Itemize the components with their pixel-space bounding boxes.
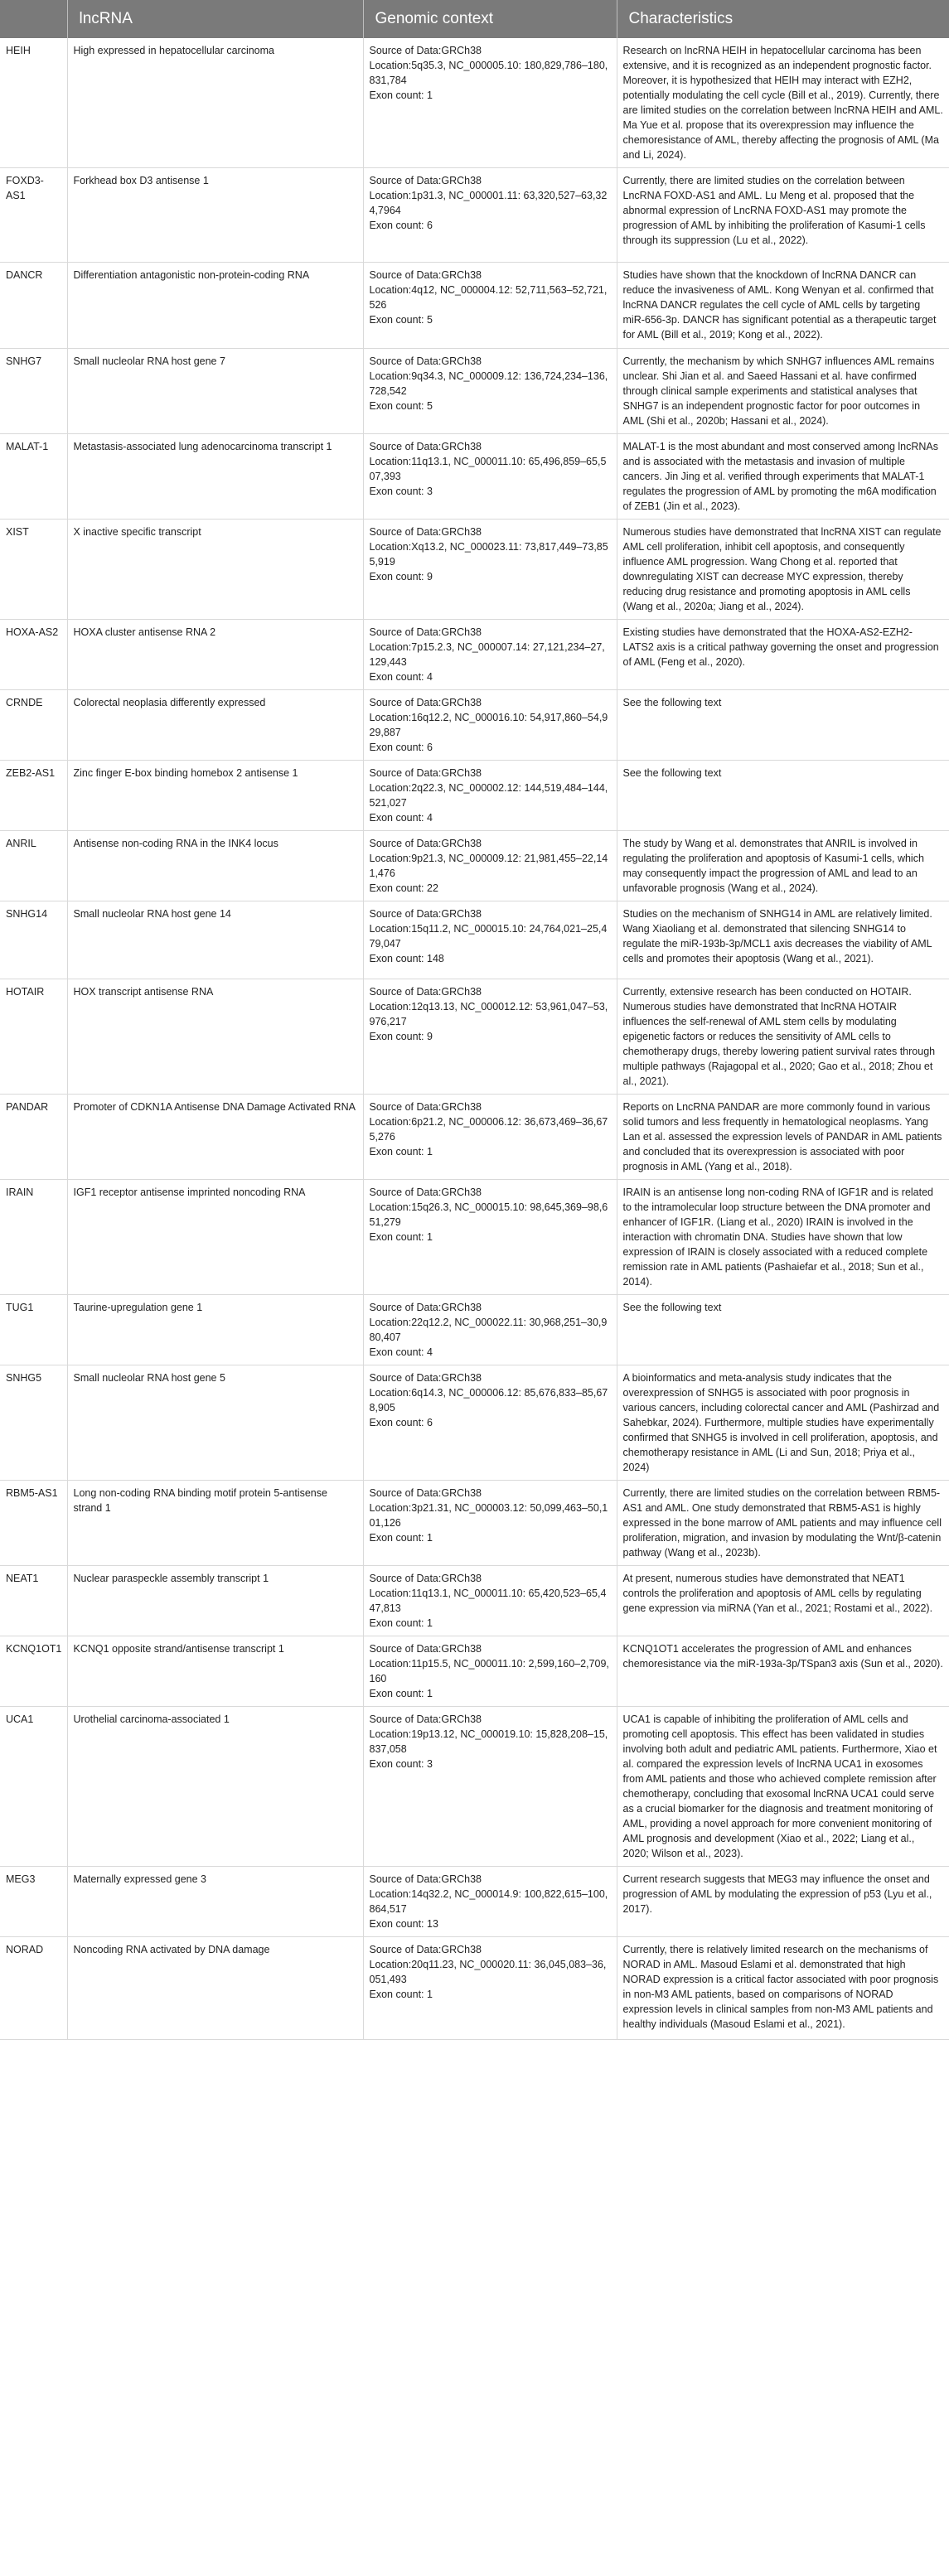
lncrna-symbol: HEIH bbox=[0, 38, 67, 168]
exon-line bbox=[370, 1415, 611, 1430]
characteristics: KCNQ1OT1 accelerates the progression of AML and enhances chemoresistance via the miR-193a-3p/TSpan3 axis (Sun et al., 2020). bbox=[617, 1636, 949, 1707]
lncrna-symbol: HOXA-AS2 bbox=[0, 620, 67, 690]
exon-line bbox=[370, 740, 611, 755]
location-label: Location: bbox=[369, 1658, 412, 1670]
characteristics: See the following text bbox=[617, 761, 949, 831]
lncrna-symbol: MEG3 bbox=[0, 1867, 67, 1937]
exon-label: Exon count: bbox=[369, 671, 427, 683]
genomic-context bbox=[363, 901, 617, 979]
source-line: Source of Data:GRCh38 bbox=[369, 626, 482, 638]
table-row bbox=[0, 263, 949, 349]
header-genomic-context: Genomic context bbox=[363, 0, 617, 38]
location-line bbox=[370, 921, 611, 951]
lncrna-symbol: KCNQ1OT1 bbox=[0, 1636, 67, 1707]
lncrna-symbol: PANDAR bbox=[0, 1095, 67, 1180]
location-value: 4q12, NC_000004.12: 52,711,563–52,721,526 bbox=[369, 284, 608, 311]
lncrna-full-name: HOX transcript antisense RNA bbox=[67, 979, 363, 1095]
genomic-context bbox=[363, 1295, 617, 1365]
location-label: Location: bbox=[369, 712, 412, 723]
characteristics: Studies have shown that the knockdown of lncRNA DANCR can reduce the invasiveness of AML. Kong Wenyan et al. confirmed that lncRNA DANCR regulates the cell cycle of AML cells by targeting miR-656-3p. DANCR has significant potential as a therapeutic target for AML (Bill et al., 2019; Kong et al., 2022). bbox=[617, 263, 949, 349]
exon-line bbox=[370, 1616, 611, 1631]
characteristics: Numerous studies have demonstrated that lncRNA XIST can regulate AML cell proliferation, inhibit cell apoptosis, and consequently influence AML progression. Wang Chong et al. reported that downregulating XIST can decrease MYC expression, thereby reducing drug resistance and promoting apoptosis in AML cells (Wang et al., 2020a; Jiang et al., 2024). bbox=[617, 520, 949, 620]
genomic-context bbox=[363, 761, 617, 831]
characteristics: A bioinformatics and meta-analysis study indicates that the overexpression of SNHG5 is associated with poor prognosis in various cancers, including colorectal cancer and AML (Pashirzad and Sahebkar, 2024). Furthermore, multiple studies have experimentally confirmed that SNHG5 is involved in cell proliferation, apoptosis, and chemotherapy resistance in AML (Li and Sun, 2018; Priya et al., 2024) bbox=[617, 1365, 949, 1481]
lncrna-full-name: Taurine-upregulation gene 1 bbox=[67, 1295, 363, 1365]
lncrna-full-name: Colorectal neoplasia differently expressed bbox=[67, 690, 363, 761]
location-line bbox=[370, 851, 611, 881]
location-label: Location: bbox=[369, 853, 412, 864]
exon-count: 1 bbox=[427, 1231, 433, 1243]
lncrna-full-name: Noncoding RNA activated by DNA damage bbox=[67, 1937, 363, 2040]
characteristics: Reports on LncRNA PANDAR are more commonly found in various solid tumors and less frequently in hematological neoplasms. Yang Lan et al. assessed the expression levels of PANDAR in AML patients and concluded that its overexpression is associated with poor prognosis in AML (Yang et al., 2018). bbox=[617, 1095, 949, 1180]
exon-label: Exon count: bbox=[369, 400, 427, 412]
characteristics: At present, numerous studies have demonstrated that NEAT1 controls the proliferation and apoptosis of AML cells by regulating gene expression via miRNA (Yan et al., 2021; Rostami et al., 2022). bbox=[617, 1566, 949, 1636]
exon-count: 1 bbox=[427, 1989, 433, 2000]
source-line: Source of Data:GRCh38 bbox=[369, 1487, 482, 1499]
exon-line bbox=[370, 1530, 611, 1545]
table-row bbox=[0, 1867, 949, 1937]
exon-count: 1 bbox=[427, 1532, 433, 1544]
exon-line bbox=[370, 1987, 611, 2002]
exon-line bbox=[370, 1029, 611, 1044]
lncrna-full-name: IGF1 receptor antisense imprinted noncoding RNA bbox=[67, 1180, 363, 1295]
characteristics: The study by Wang et al. demonstrates that ANRIL is involved in regulating the proliferation and apoptosis of Kasumi-1 cells, which may consequently impact the progression of AML and lead to an unfavorable prognosis (Wang et al., 2024). bbox=[617, 831, 949, 901]
source-line: Source of Data:GRCh38 bbox=[369, 908, 482, 920]
lncrna-full-name: Long non-coding RNA binding motif protein 5-antisense strand 1 bbox=[67, 1481, 363, 1566]
table-row bbox=[0, 520, 949, 620]
location-label: Location: bbox=[369, 541, 412, 553]
lncrna-symbol: UCA1 bbox=[0, 1707, 67, 1867]
characteristics: UCA1 is capable of inhibiting the proliferation of AML cells and promoting cell apoptosis. This effect has been validated in studies involving both adult and pediatric AML patients. Furthermore, Xiao et al. compared the expression levels of lncRNA UCA1 in exosomes from AML patients and those who achieved complete remission after chemotherapy, concluding that exosomal lncRNA UCA1 could serve as a crucial biomarker for the diagnosis and treatment monitoring of AML, providing a novel approach for more convenient monitoring of AML prognosis and development (Xiao et al., 2022; Liang et al., 2020; Wilson et al., 2023). bbox=[617, 1707, 949, 1867]
lncrna-full-name: Antisense non-coding RNA in the INK4 locus bbox=[67, 831, 363, 901]
location-value: 15q26.3, NC_000015.10: 98,645,369–98,651,279 bbox=[369, 1201, 608, 1228]
header-row bbox=[0, 0, 949, 38]
genomic-context bbox=[363, 38, 617, 168]
lncrna-symbol: ANRIL bbox=[0, 831, 67, 901]
exon-line bbox=[370, 1230, 611, 1245]
location-value: 11p15.5, NC_000011.10: 2,599,160–2,709,160 bbox=[369, 1658, 609, 1684]
exon-count: 1 bbox=[427, 1146, 433, 1158]
location-value: 9p21.3, NC_000009.12: 21,981,455–22,141,476 bbox=[369, 853, 608, 879]
location-line bbox=[370, 999, 611, 1029]
exon-line bbox=[370, 881, 611, 896]
source-line: Source of Data:GRCh38 bbox=[369, 1944, 482, 1955]
table-row bbox=[0, 168, 949, 263]
table-row bbox=[0, 1481, 949, 1566]
location-label: Location: bbox=[369, 1201, 412, 1213]
lncrna-symbol: CRNDE bbox=[0, 690, 67, 761]
location-value: 20q11.23, NC_000020.11: 36,045,083–36,051,493 bbox=[369, 1959, 607, 1985]
exon-label: Exon count: bbox=[369, 1532, 427, 1544]
exon-count: 6 bbox=[427, 1417, 433, 1428]
exon-count: 3 bbox=[427, 1758, 433, 1770]
source-line: Source of Data:GRCh38 bbox=[369, 1372, 482, 1384]
location-label: Location: bbox=[369, 1888, 412, 1900]
location-value: 22q12.2, NC_000022.11: 30,968,251–30,980,407 bbox=[369, 1317, 608, 1343]
genomic-context bbox=[363, 1180, 617, 1295]
location-value: 15q11.2, NC_000015.10: 24,764,021–25,479,047 bbox=[369, 923, 608, 950]
genomic-context bbox=[363, 620, 617, 690]
characteristics: See the following text bbox=[617, 1295, 949, 1365]
lncrna-symbol: NEAT1 bbox=[0, 1566, 67, 1636]
location-value: 6q14.3, NC_000006.12: 85,676,833–85,678,905 bbox=[369, 1387, 608, 1414]
characteristics: Currently, extensive research has been conducted on HOTAIR. Numerous studies have demonstrated that lncRNA HOTAIR influences the self-renewal of AML stem cells by modulating epigenetic factors or reduces the sensitivity of AML cells to chemotherapy drugs, thereby lowering patient survival rates through multiple pathways (Rajagopal et al., 2020; Gao et al., 2018; Zhou et al., 2021). bbox=[617, 979, 949, 1095]
location-line bbox=[370, 58, 611, 88]
location-value: 2q22.3, NC_000002.12: 144,519,484–144,521,027 bbox=[369, 782, 608, 809]
lncrna-full-name: HOXA cluster antisense RNA 2 bbox=[67, 620, 363, 690]
exon-count: 13 bbox=[427, 1918, 438, 1930]
characteristics: IRAIN is an antisense long non-coding RNA of IGF1R and is related to the intramolecular loop structure between the DNA promoter and enhancer of IGF1R. (Liang et al., 2020) IRAIN is involved in the interaction with chromatin DNA. Studies have shown that low expression of IRAIN is closely associated with a reduced complete remission rate in AML patients (Pashaiefar et al., 2018; Sun et al., 2014). bbox=[617, 1180, 949, 1295]
table-row bbox=[0, 434, 949, 520]
exon-line bbox=[370, 1144, 611, 1159]
exon-label: Exon count: bbox=[369, 953, 427, 964]
table-row bbox=[0, 1365, 949, 1481]
exon-count: 6 bbox=[427, 742, 433, 753]
location-label: Location: bbox=[369, 1588, 412, 1599]
location-value: Xq13.2, NC_000023.11: 73,817,449–73,855,919 bbox=[369, 541, 608, 568]
lncrna-symbol: DANCR bbox=[0, 263, 67, 349]
location-value: 12q13.13, NC_000012.12: 53,961,047–53,976,217 bbox=[369, 1001, 608, 1027]
source-line: Source of Data:GRCh38 bbox=[369, 1643, 482, 1655]
genomic-context bbox=[363, 1095, 617, 1180]
location-value: 1p31.3, NC_000001.11: 63,320,527–63,324,7964 bbox=[369, 190, 608, 216]
exon-label: Exon count: bbox=[369, 1346, 427, 1358]
exon-line bbox=[370, 1686, 611, 1701]
location-value: 7p15.2.3, NC_000007.14: 27,121,234–27,129,443 bbox=[369, 641, 605, 668]
lncrna-symbol: NORAD bbox=[0, 1937, 67, 2040]
lncrna-full-name: Small nucleolar RNA host gene 14 bbox=[67, 901, 363, 979]
location-label: Location: bbox=[369, 60, 412, 71]
exon-label: Exon count: bbox=[369, 1031, 427, 1042]
genomic-context bbox=[363, 1566, 617, 1636]
source-line: Source of Data:GRCh38 bbox=[369, 45, 482, 56]
location-line bbox=[370, 1501, 611, 1530]
location-line bbox=[370, 781, 611, 810]
location-line bbox=[370, 539, 611, 569]
exon-count: 4 bbox=[427, 812, 433, 824]
lncrna-full-name: KCNQ1 opposite strand/antisense transcript 1 bbox=[67, 1636, 363, 1707]
exon-line bbox=[370, 951, 611, 966]
source-line: Source of Data:GRCh38 bbox=[369, 175, 482, 186]
lncrna-symbol: SNHG7 bbox=[0, 349, 67, 434]
exon-count: 5 bbox=[427, 314, 433, 326]
location-value: 5q35.3, NC_000005.10: 180,829,786–180,831,784 bbox=[369, 60, 608, 86]
exon-line bbox=[370, 218, 611, 233]
exon-label: Exon count: bbox=[369, 882, 427, 894]
exon-line bbox=[370, 88, 611, 103]
lncrna-symbol: SNHG14 bbox=[0, 901, 67, 979]
exon-label: Exon count: bbox=[369, 1688, 427, 1699]
location-label: Location: bbox=[369, 1728, 412, 1740]
genomic-context bbox=[363, 1636, 617, 1707]
header-characteristics: Characteristics bbox=[617, 0, 949, 38]
exon-line bbox=[370, 669, 611, 684]
exon-count: 1 bbox=[427, 1688, 433, 1699]
genomic-context bbox=[363, 1365, 617, 1481]
location-line bbox=[370, 640, 611, 669]
exon-label: Exon count: bbox=[369, 1146, 427, 1158]
characteristics: Current research suggests that MEG3 may influence the onset and progression of AML by modulating the expression of p53 (Lyu et al., 2017). bbox=[617, 1867, 949, 1937]
lncrna-full-name: Small nucleolar RNA host gene 7 bbox=[67, 349, 363, 434]
exon-label: Exon count: bbox=[369, 1918, 427, 1930]
location-label: Location: bbox=[369, 1387, 412, 1399]
exon-count: 1 bbox=[427, 89, 433, 101]
source-line: Source of Data:GRCh38 bbox=[369, 1573, 482, 1584]
exon-label: Exon count: bbox=[369, 314, 427, 326]
lncrna-full-name: X inactive specific transcript bbox=[67, 520, 363, 620]
characteristics: Research on lncRNA HEIH in hepatocellular carcinoma has been extensive, and it is recognized as an independent prognostic factor. Moreover, it is hypothesized that HEIH may interact with EZH2, potentially modulating the cell cycle (Bill et al., 2019). Currently, there are limited studies on the correlation between lncRNA HEIH and AML. Ma Yue et al. propose that its overexpression may influence the chemoresistance of AML, thereby affecting the prognosis of AML (Ma and Li, 2024). bbox=[617, 38, 949, 168]
lncrna-full-name: Small nucleolar RNA host gene 5 bbox=[67, 1365, 363, 1481]
table-row bbox=[0, 1566, 949, 1636]
lncrna-symbol: IRAIN bbox=[0, 1180, 67, 1295]
location-label: Location: bbox=[369, 1959, 412, 1970]
exon-label: Exon count: bbox=[369, 742, 427, 753]
source-line: Source of Data:GRCh38 bbox=[369, 1101, 482, 1113]
source-line: Source of Data:GRCh38 bbox=[369, 1302, 482, 1313]
exon-count: 6 bbox=[427, 220, 433, 231]
genomic-context bbox=[363, 690, 617, 761]
location-line bbox=[370, 369, 611, 399]
source-line: Source of Data:GRCh38 bbox=[369, 441, 482, 452]
location-label: Location: bbox=[369, 923, 412, 935]
location-label: Location: bbox=[369, 782, 412, 794]
location-label: Location: bbox=[369, 456, 412, 467]
location-line bbox=[370, 710, 611, 740]
source-line: Source of Data:GRCh38 bbox=[369, 697, 482, 708]
source-line: Source of Data:GRCh38 bbox=[369, 1873, 482, 1885]
lncrna-symbol: FOXD3-AS1 bbox=[0, 168, 67, 263]
location-value: 16q12.2, NC_000016.10: 54,917,860–54,929,887 bbox=[369, 712, 608, 738]
lncrna-full-name: Urothelial carcinoma-associated 1 bbox=[67, 1707, 363, 1867]
exon-count: 4 bbox=[427, 1346, 433, 1358]
lncrna-symbol: RBM5-AS1 bbox=[0, 1481, 67, 1566]
source-line: Source of Data:GRCh38 bbox=[369, 767, 482, 779]
header-empty bbox=[0, 0, 67, 38]
exon-line bbox=[370, 484, 611, 499]
location-label: Location: bbox=[369, 1116, 412, 1128]
location-value: 3p21.31, NC_000003.12: 50,099,463–50,101,126 bbox=[369, 1502, 608, 1529]
characteristics: Studies on the mechanism of SNHG14 in AML are relatively limited. Wang Xiaoliang et al. demonstrated that silencing SNHG14 to regulate the miR-193b-3p/MCL1 axis decreases the viability of AML cells and promotes their apoptosis (Wang et al., 2021). bbox=[617, 901, 949, 979]
table-row bbox=[0, 620, 949, 690]
exon-count: 1 bbox=[427, 1617, 433, 1629]
characteristics: MALAT-1 is the most abundant and most conserved among lncRNAs and is associated with the metastasis and invasion of multiple cancers. Jin Jing et al. verified through experiments that MALAT-1 regulates the progression of AML by promoting the m6A modification of ZEB1 (Jin et al., 2023). bbox=[617, 434, 949, 520]
location-value: 11q13.1, NC_000011.10: 65,420,523–65,447,813 bbox=[369, 1588, 607, 1614]
table-row bbox=[0, 1180, 949, 1295]
location-label: Location: bbox=[369, 1317, 412, 1328]
table-row bbox=[0, 1295, 949, 1365]
location-label: Location: bbox=[369, 1502, 412, 1514]
genomic-context bbox=[363, 1937, 617, 2040]
lncrna-full-name: Metastasis-associated lung adenocarcinoma transcript 1 bbox=[67, 434, 363, 520]
table-row bbox=[0, 1095, 949, 1180]
exon-line bbox=[370, 810, 611, 825]
genomic-context bbox=[363, 520, 617, 620]
lncrna-symbol: SNHG5 bbox=[0, 1365, 67, 1481]
exon-line bbox=[370, 1345, 611, 1360]
exon-label: Exon count: bbox=[369, 571, 427, 582]
location-value: 19p13.12, NC_000019.10: 15,828,208–15,837,058 bbox=[369, 1728, 608, 1755]
table-row bbox=[0, 38, 949, 168]
exon-label: Exon count: bbox=[369, 1989, 427, 2000]
location-line bbox=[370, 1727, 611, 1757]
location-line bbox=[370, 454, 611, 484]
exon-label: Exon count: bbox=[369, 1417, 427, 1428]
exon-count: 22 bbox=[427, 882, 438, 894]
characteristics: Existing studies have demonstrated that the HOXA-AS2-EZH2-LATS2 axis is a critical pathway governing the onset and progression of AML (Feng et al., 2020). bbox=[617, 620, 949, 690]
location-label: Location: bbox=[369, 641, 412, 653]
source-line: Source of Data:GRCh38 bbox=[369, 355, 482, 367]
table-row bbox=[0, 1937, 949, 2040]
table-row bbox=[0, 979, 949, 1095]
lncrna-symbol: TUG1 bbox=[0, 1295, 67, 1365]
genomic-context bbox=[363, 1867, 617, 1937]
exon-count: 148 bbox=[427, 953, 444, 964]
exon-count: 4 bbox=[427, 671, 433, 683]
location-line bbox=[370, 1957, 611, 1987]
exon-label: Exon count: bbox=[369, 1617, 427, 1629]
source-line: Source of Data:GRCh38 bbox=[369, 526, 482, 538]
location-line bbox=[370, 1887, 611, 1916]
lncrna-full-name: Promoter of CDKN1A Antisense DNA Damage Activated RNA bbox=[67, 1095, 363, 1180]
genomic-context bbox=[363, 831, 617, 901]
lncrna-full-name: Maternally expressed gene 3 bbox=[67, 1867, 363, 1937]
location-line bbox=[370, 1586, 611, 1616]
characteristics: See the following text bbox=[617, 690, 949, 761]
location-value: 9q34.3, NC_000009.12: 136,724,234–136,728,542 bbox=[369, 370, 608, 397]
source-line: Source of Data:GRCh38 bbox=[369, 269, 482, 281]
exon-label: Exon count: bbox=[369, 1758, 427, 1770]
table-row bbox=[0, 831, 949, 901]
location-value: 14q32.2, NC_000014.9: 100,822,615–100,864,517 bbox=[369, 1888, 608, 1915]
location-label: Location: bbox=[369, 1001, 412, 1013]
location-line bbox=[370, 283, 611, 312]
table-row bbox=[0, 901, 949, 979]
location-label: Location: bbox=[369, 284, 412, 296]
exon-line bbox=[370, 1916, 611, 1931]
table-row bbox=[0, 349, 949, 434]
genomic-context bbox=[363, 434, 617, 520]
lncrna-full-name: Nuclear paraspeckle assembly transcript 1 bbox=[67, 1566, 363, 1636]
location-value: 11q13.1, NC_000011.10: 65,496,859–65,507,393 bbox=[369, 456, 607, 482]
exon-label: Exon count: bbox=[369, 1231, 427, 1243]
genomic-context bbox=[363, 168, 617, 263]
lncrna-full-name: Forkhead box D3 antisense 1 bbox=[67, 168, 363, 263]
exon-count: 3 bbox=[427, 486, 433, 497]
location-label: Location: bbox=[369, 370, 412, 382]
table-row bbox=[0, 690, 949, 761]
lncrna-symbol: XIST bbox=[0, 520, 67, 620]
genomic-context bbox=[363, 349, 617, 434]
exon-count: 9 bbox=[427, 571, 433, 582]
characteristics: Currently, there are limited studies on the correlation between RBM5-AS1 and AML. One study demonstrated that RBM5-AS1 is highly expressed in the bone marrow of AML patients and may influence cell proliferation, migration, and invasion by modulating the Wnt/β-catenin pathway (Wang et al., 2023b). bbox=[617, 1481, 949, 1566]
lncrna-full-name: High expressed in hepatocellular carcinoma bbox=[67, 38, 363, 168]
characteristics: Currently, there is relatively limited research on the mechanisms of NORAD in AML. Masoud Eslami et al. demonstrated that high NORAD expression is a critical factor associated with poor prognosis in non-M3 AML patients, based on comparisons of NORAD expression levels in clinical samples from non-M3 AML patients and healthy individuals (Masoud Eslami et al., 2021). bbox=[617, 1937, 949, 2040]
lncrna-symbol: MALAT-1 bbox=[0, 434, 67, 520]
exon-line bbox=[370, 1757, 611, 1771]
exon-label: Exon count: bbox=[369, 486, 427, 497]
lncrna-symbol: HOTAIR bbox=[0, 979, 67, 1095]
exon-line bbox=[370, 399, 611, 413]
exon-label: Exon count: bbox=[369, 812, 427, 824]
exon-label: Exon count: bbox=[369, 220, 427, 231]
location-value: 6p21.2, NC_000006.12: 36,673,469–36,675,276 bbox=[369, 1116, 608, 1143]
header-lncrna: lncRNA bbox=[67, 0, 363, 38]
location-line bbox=[370, 188, 611, 218]
genomic-context bbox=[363, 263, 617, 349]
location-line bbox=[370, 1656, 611, 1686]
location-line bbox=[370, 1315, 611, 1345]
source-line: Source of Data:GRCh38 bbox=[369, 1187, 482, 1198]
table-row bbox=[0, 1707, 949, 1867]
location-label: Location: bbox=[369, 190, 412, 201]
lncrna-symbol: ZEB2-AS1 bbox=[0, 761, 67, 831]
genomic-context bbox=[363, 1481, 617, 1566]
source-line: Source of Data:GRCh38 bbox=[369, 986, 482, 998]
genomic-context bbox=[363, 979, 617, 1095]
characteristics: Currently, there are limited studies on the correlation between LncRNA FOXD-AS1 and AML. Lu Meng et al. proposed that the abnormal expression of LncRNA FOXD-AS1 may promote the progression of AML by inhibiting the proliferation of Kasumi-1 cells through its suppression (Lu et al., 2022). bbox=[617, 168, 949, 263]
exon-count: 5 bbox=[427, 400, 433, 412]
lncrna-full-name: Zinc finger E-box binding homebox 2 antisense 1 bbox=[67, 761, 363, 831]
table-row bbox=[0, 761, 949, 831]
exon-line bbox=[370, 312, 611, 327]
exon-line bbox=[370, 569, 611, 584]
location-line bbox=[370, 1200, 611, 1230]
table-row bbox=[0, 1636, 949, 1707]
genomic-context bbox=[363, 1707, 617, 1867]
location-line bbox=[370, 1385, 611, 1415]
exon-label: Exon count: bbox=[369, 89, 427, 101]
characteristics: Currently, the mechanism by which SNHG7 influences AML remains unclear. Shi Jian et al. and Saeed Hassani et al. have confirmed through clinical sample experiments and statistical analyses that SNHG7 is an independent prognostic factor for poor outcomes in AML (Shi et al., 2020b; Hassani et al., 2024). bbox=[617, 349, 949, 434]
exon-count: 9 bbox=[427, 1031, 433, 1042]
source-line: Source of Data:GRCh38 bbox=[369, 1713, 482, 1725]
source-line: Source of Data:GRCh38 bbox=[369, 838, 482, 849]
lncrna-full-name: Differentiation antagonistic non-protein-coding RNA bbox=[67, 263, 363, 349]
location-line bbox=[370, 1114, 611, 1144]
